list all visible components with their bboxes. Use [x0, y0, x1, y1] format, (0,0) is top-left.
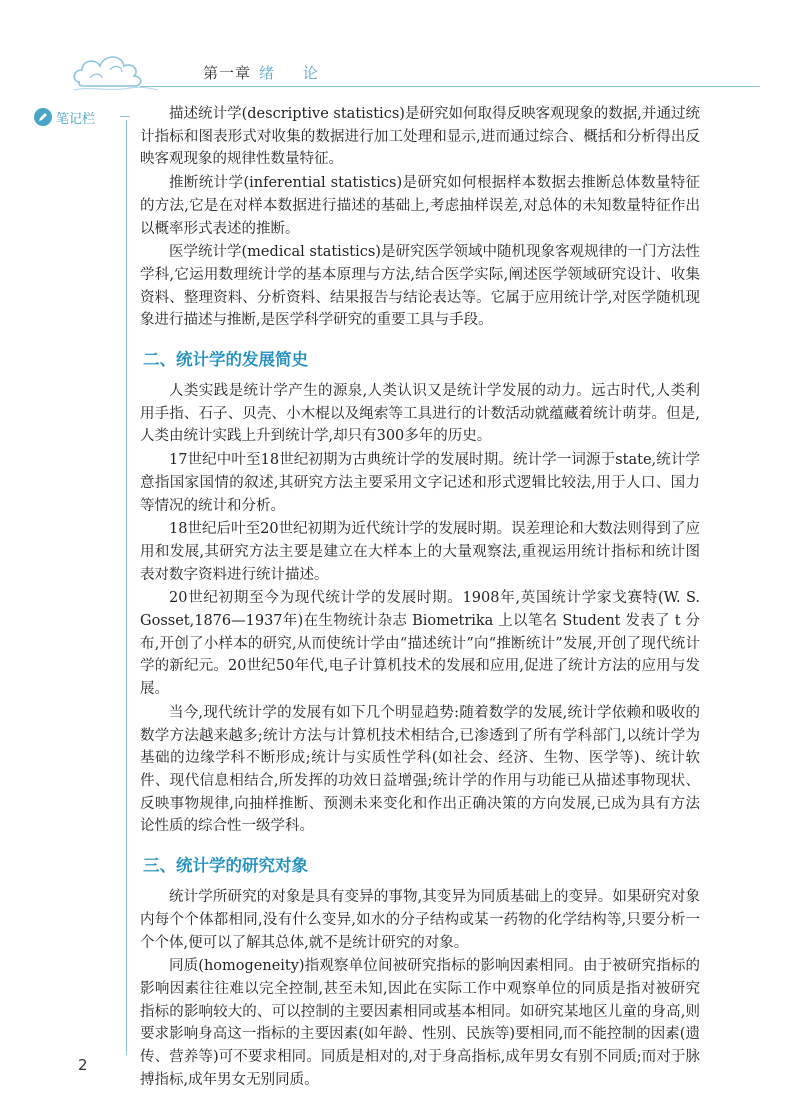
- chapter-number: 第一章: [203, 64, 252, 82]
- section-heading-research-object: 三、统计学的研究对象: [143, 856, 308, 876]
- paragraph-contemporary-period: 20世纪初期至今为现代统计学的发展时期。1908年,英国统计学家戈赛特(W. S. Gosset,1876—1937年)在生物统计杂志 Biometrika 上以笔名 Student 发表了 t 分布,开创了小样本的研究,从而使统计学由“描述统计”向“推断统计”发展,开创了现代统计学的新纪元。20世纪50年代,电子计算机技术的发展和应用,促进了统计方法的应用与发展。: [140, 590, 700, 698]
- paragraph-research-object: 统计学所研究的对象是具有变异的事物,其变异为同质基础上的变异。如果研究对象内每个个体都相同,没有什么变异,如水的分子结构或某一药物的化学结构等,只要分析一个个体,便可以了解其总体,就不是统计研究的对象。: [140, 889, 700, 951]
- notes-connector: [120, 116, 130, 117]
- paragraph-current-trends: 当今,现代统计学的发展有如下几个明显趋势:随着数学的发展,统计学依赖和吸收的数学方法越来越多;统计方法与计算机技术相结合,已渗透到了所有学科部门,以统计学为基础的边缘学科不断形成;统计与实质性学科(如社会、经济、生物、医学等)、统计软件、现代信息相结合,所发挥的功效日益增强;统计学的作用与功能已从描述事物现状、反映事物规律,向抽样推断、预测未来变化和作出正确决策的方向发展,已成为具有方法论性质的综合性一级学科。: [140, 704, 700, 835]
- header-rule: [140, 86, 760, 87]
- section-heading-history: 二、统计学的发展简史: [143, 350, 308, 370]
- notes-tag: [34, 107, 95, 127]
- cloud-logo-icon: [70, 40, 160, 100]
- page-number: 2: [78, 1056, 88, 1074]
- pen-icon: [34, 108, 52, 126]
- page-header: [70, 40, 760, 100]
- notes-label: 笔记栏: [56, 111, 96, 127]
- notes-margin-rule: [126, 120, 127, 1055]
- paragraph-modern-early-period: 18世纪后叶至20世纪初期为近代统计学的发展时期。误差理论和大数法则得到了应用和发展,其研究方法主要是建立在大样本上的大量观察法,重视运用统计指标和统计图表对数字资料进行统计描述。: [140, 521, 700, 583]
- paragraph-medical-statistics: 医学统计学(medical statistics)是研究医学领域中随机现象客观规律的一门方法性学科,它运用数理统计学的基本原理与方法,结合医学实际,阐述医学领域研究设计、收集资料、整理资料、分析资料、结果报告与结论表达等。它属于应用统计学,对医学随机现象进行描述与推断,是医学科学研究的重要工具与手段。: [140, 244, 700, 329]
- paragraph-homogeneity: 同质(homogeneity)指观察单位间被研究指标的影响因素相同。由于被研究指标的影响因素往往难以完全控制,甚至未知,因此在实际工作中观察单位的同质是指对被研究指标的影响较大的、可以控制的主要因素相同或基本相同。如研究某地区儿童的身高,则要求影响身高这一指标的主要因素(如年龄、性别、民族等)要相同,而不能控制的因素(遗传、营养等)可不要求相同。同质是相对的,对于身高指标,成年男女有别不同质;而对于脉搏指标,成年男女无别同质。: [140, 958, 700, 1088]
- paragraph-classical-period: 17世纪中叶至18世纪初期为古典统计学的发展时期。统计学一词源于state,统计学意指国家国情的叙述,其研究方法主要采用文字记述和形式逻辑比较法,用于人口、国力等情况的统计和分析。: [140, 452, 700, 514]
- page-body: [140, 103, 700, 1092]
- paragraph-descriptive-statistics: 描述统计学(descriptive statistics)是研究如何取得反映客观现象的数据,并通过统计指标和图表形式对收集的数据进行加工处理和显示,进而通过综合、概括和分析得出反映客观现象的规律性数量特征。: [140, 106, 700, 168]
- chapter-name: 绪 论: [259, 64, 330, 82]
- chapter-title: [203, 62, 330, 83]
- paragraph-inferential-statistics: 推断统计学(inferential statistics)是研究如何根据样本数据去推断总体数量特征的方法,它是在对样本数据进行描述的基础上,考虑抽样误差,对总体的未知数量特征作出以概率形式表述的推断。: [140, 175, 700, 237]
- paragraph-history-intro: 人类实践是统计学产生的源泉,人类认识又是统计学发展的动力。远古时代,人类利用手指、石子、贝壳、小木棍以及绳索等工具进行的计数活动就蕴藏着统计萌芽。但是,人类由统计实践上升到统计学,却只有300多年的历史。: [140, 383, 700, 445]
